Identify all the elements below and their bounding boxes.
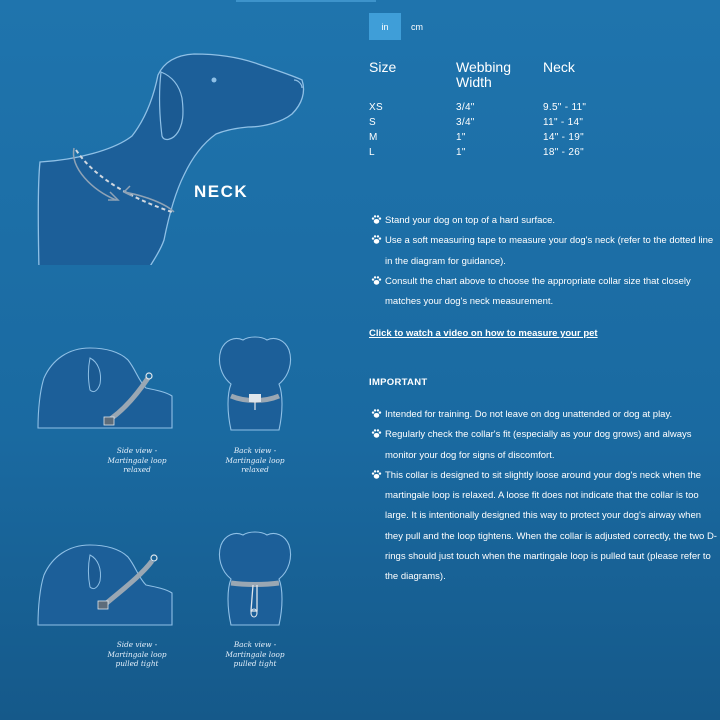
instructions-list (371, 211, 720, 312)
unit-cm-button[interactable]: cm (411, 21, 423, 32)
list-item: This collar is designed to sit slightly loose around your dog's neck when the martingale loop is relaxed. A loose fit does not indicate that the collar is too large. It is intentionally designed this way to protect your dog's airway when they pull and the loop tightens. When the collar is adjusted correctly, the two D-rings should just touch when the martingale loop is pulled taut (please refer to the diagrams). (371, 466, 720, 588)
paw-icon (371, 234, 382, 245)
important-notes-list (371, 405, 720, 588)
caption-back-tight: Back view - Martingale loop pulled tight (225, 640, 285, 669)
list-item: Regularly check the collar's fit (especially as your dog grows) and always monitor your dog for signs of discomfort. (371, 425, 720, 466)
size-guide-panel: in cm Size Webbing Width Neck XS 3/4" 9.5" - 11" S 3/4" 11" - 14" M 1" 14" - 19" L 1" 18" - 26" Stand your dog on top of a hard surface. Use a soft measuring tape to measure your dog's neck (refer to the dotted line in the diagram for guidance). Consult the chart above to choose the appropriate collar size that closely matches your dog's neck measurement. Click to watch a video on how to measure your pet IMPORTANT Intended for training. Do not leave on dog unattended or dog at play. Regularly check the collar's fit (especially as your dog grows) and always monitor your dog for signs of discomfort. This collar is designed to sit slightly loose around your dog's neck when the martingale loop is relaxed. A loose fit does not indicate that the collar is too large. It is intentionally designed this way to protect your dog's airway when they pull and the loop tightens. When the collar is adjusted correctly, the two D-rings should just touch when the martingale loop is pulled taut (please refer to the diagrams). (360, 0, 720, 720)
back-view-relaxed-illustration (213, 332, 297, 432)
list-item: Stand your dog on top of a hard surface. (371, 211, 720, 231)
measure-video-link[interactable]: Click to watch a video on how to measure your pet (369, 328, 598, 339)
paw-icon (371, 214, 382, 225)
list-item: Consult the chart above to choose the appropriate collar size that closely matches your dog's neck measurement. (371, 272, 720, 313)
neck-header: Neck (543, 59, 575, 75)
paw-icon (371, 275, 382, 286)
caption-back-relaxed: Back view - Martingale loop relaxed (225, 446, 285, 475)
webbing-width-header: Webbing Width (456, 59, 512, 90)
important-heading: IMPORTANT (369, 377, 428, 388)
dog-head-neck-illustration (36, 40, 311, 265)
neck-label: NECK (194, 182, 249, 201)
unit-inches-button[interactable]: in (369, 13, 401, 40)
list-item: Intended for training. Do not leave on dog unattended or dog at play. (371, 405, 720, 425)
side-view-tight-illustration (36, 537, 176, 627)
unit-toggle (369, 13, 433, 40)
back-view-tight-illustration (213, 527, 297, 627)
paw-icon (371, 469, 382, 480)
paw-icon (371, 428, 382, 439)
caption-side-relaxed: Side view - Martingale loop relaxed (107, 446, 167, 475)
paw-icon (371, 408, 382, 419)
side-view-relaxed-illustration (36, 340, 176, 430)
list-item: Use a soft measuring tape to measure your dog's neck (refer to the dotted line in the diagram for guidance). (371, 231, 720, 272)
caption-side-tight: Side view - Martingale loop pulled tight (107, 640, 167, 669)
size-header: Size (369, 59, 397, 75)
